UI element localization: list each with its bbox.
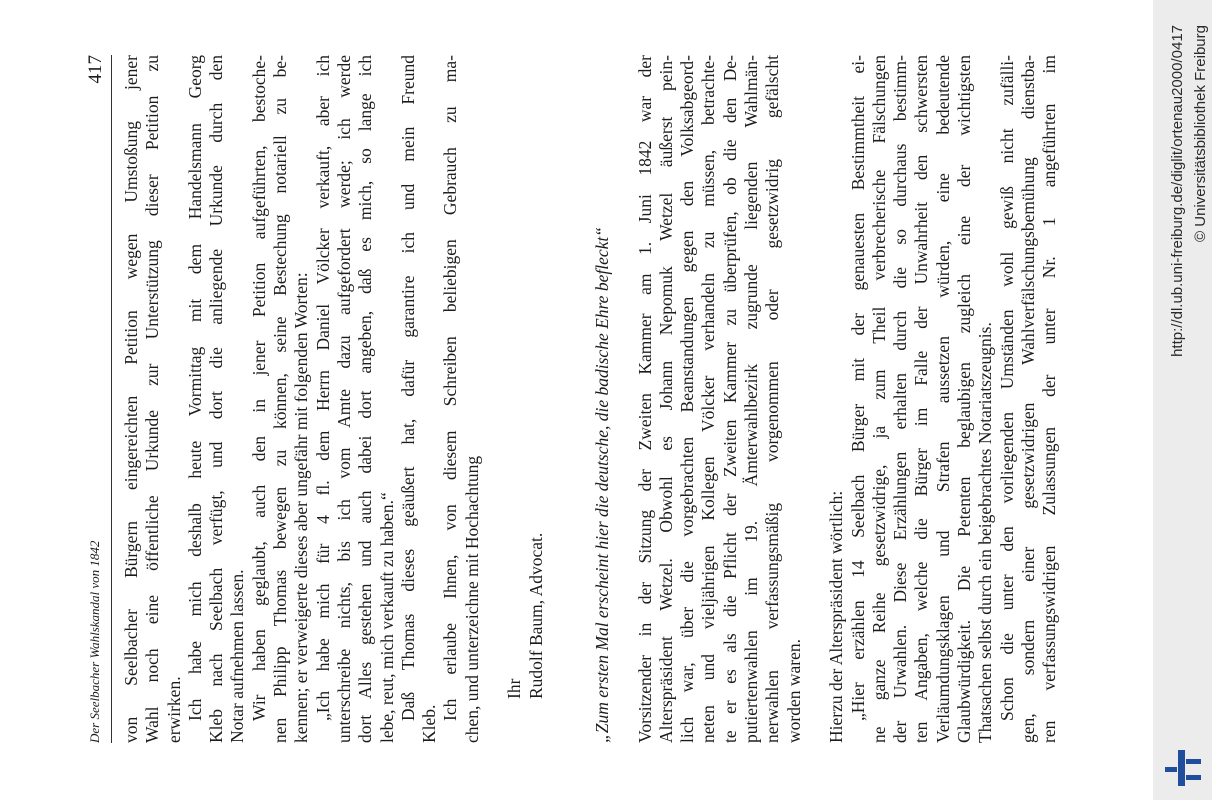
text-line: unterschreibe nichts, bis ich vom Amte dazu aufgefordert werde; ich werde	[333, 55, 354, 743]
text-line: „Hier erzählen 14 Seelbach Bürger mit der genauesten Bestimmtheit ei-	[847, 55, 868, 721]
archive-url-link[interactable]: http://dl.ub.uni-freiburg.de/diglit/ortenau2000/0417	[1169, 25, 1186, 357]
text-line: worden waren.	[783, 639, 804, 743]
text-line: Kleb.	[419, 704, 440, 743]
running-head: Der Seelbacher Wahlskandal von 1842	[87, 540, 102, 743]
text-line: Alterspräsident Wetzel. Obwohl es Johann Nepomuk Wetzel äußerst pein-	[655, 55, 676, 743]
text-line: ren verfassungswidrigen Zulassungen der unter Nr. 1 angeführten im	[1039, 55, 1060, 743]
text-line: Schon die unter den vorliegenden Umständen wohl gewiß nicht zufälli-	[996, 55, 1017, 721]
text-line: Glaubwürdigkeit. Die Petenten beglaubigen zugleich eine der wichtigsten	[954, 55, 975, 743]
text-line: Wir haben geglaubt, auch den in jener Petition aufgeführten, bestoche-	[248, 55, 269, 721]
text-line: ne ganze Reihe gesetzwidrige, ja zum Theil verbrecherische Fälschungen	[868, 55, 889, 743]
text-line: Notar aufnehmen lassen.	[227, 569, 248, 743]
copyright-notice: © Universitätsbibliothek Freiburg	[1192, 25, 1209, 242]
page-number: 417	[85, 55, 106, 84]
blank-line	[613, 55, 634, 743]
text-line: Ihr	[504, 678, 525, 699]
text-line: Vorsitzender in der Sitzung der Zweiten Kammer am 1. Juni 1842 war der	[634, 55, 655, 743]
text-line: ten Angaben, welche die Bürger im Falle der Unwahrheit den schwersten	[911, 55, 932, 743]
section-heading: „Zum ersten Mal erscheint hier die deutsche, die badische Ehre befleckt“	[592, 227, 612, 743]
text-line: Verläumdungsklagen und Strafen aussetzen würden, eine bedeutende	[932, 55, 953, 743]
text-line: nen Philipp Thomas bewegen zu können, seine Bestechung notariell zu be-	[270, 55, 291, 743]
text-line: dort Alles gestehen und auch dabei dort angeben, daß es mich, so lange ich	[355, 55, 376, 743]
text-line: von Seelbacher Bürgern eingereichten Petition wegen Umstoßung jener	[121, 55, 141, 743]
text-line: Daß Thomas dieses geäußert hat, dafür garantire ich und mein Freund	[397, 55, 418, 721]
signature-line: Rudolf Baum, Advocat.	[525, 532, 546, 699]
text-line: erwirken.	[163, 676, 184, 743]
text-line: te er es als die Pflicht der Zweiten Kammer zu überprüfen, ob die den De-	[719, 55, 740, 743]
text-line: neten und vieljährigen Kollegen Völcker verhandeln zu müssen, betrachte-	[698, 55, 719, 743]
text-line: der Urwahlen. Diese Erzählungen erhalten durch die so durchaus bestimm-	[890, 55, 911, 743]
text-line: putiertenwahlen im 19. Ämterwahlbezirk zugrunde liegenden Wahlmän-	[741, 55, 762, 743]
text-line: kennen; er verweigerte dieses aber ungefähr mit folgenden Worten:	[291, 272, 312, 743]
text-line: Kleb nach Seelbach verfügt, und dort die anliegende Urkunde durch den	[206, 55, 227, 743]
text-line: Hierzu der Alterspräsident wörtlich:	[826, 490, 847, 743]
text-line: chen, und unterzeichne mit Hochachtung	[461, 455, 482, 743]
text-line: lich war, über die vorgebrachten Beanstandungen gegen den Volksabgeord-	[677, 55, 698, 743]
text-line: nerwahlen verfassungsmäßig vorgenommen oder gesetzwidrig gefälscht	[762, 55, 783, 743]
text-block-letter	[121, 55, 547, 743]
text-line: Thatsachen selbst durch ein beigebrachtes Notariatszeugnis.	[975, 322, 996, 743]
text-line: Ich erlaube Ihnen, von diesem Schreiben beliebigen Gebrauch zu ma-	[440, 55, 461, 721]
ub-freiburg-logo-icon	[1163, 748, 1203, 788]
text-block-section	[592, 55, 1061, 743]
blank-line	[805, 55, 826, 743]
text-line: lebe, reut, mich verkauft zu haben.“	[376, 492, 397, 743]
text-line: Ich habe mich deshalb heute Vormittag mit dem Handelsmann Georg	[184, 55, 205, 721]
page-header	[77, 55, 112, 743]
blank-line	[483, 55, 504, 743]
text-line: Wahl noch eine öffentliche Urkunde zur Unterstützung dieser Petition zu	[142, 55, 163, 743]
text-line: „Ich habe mich für 4 fl. dem Herrn Daniel Völcker verkauft, aber ich	[312, 55, 333, 721]
text-line: gen, sondern einer gesetzwidrigen Wahlverfälschungsbemühung dienstba-	[1017, 55, 1038, 743]
